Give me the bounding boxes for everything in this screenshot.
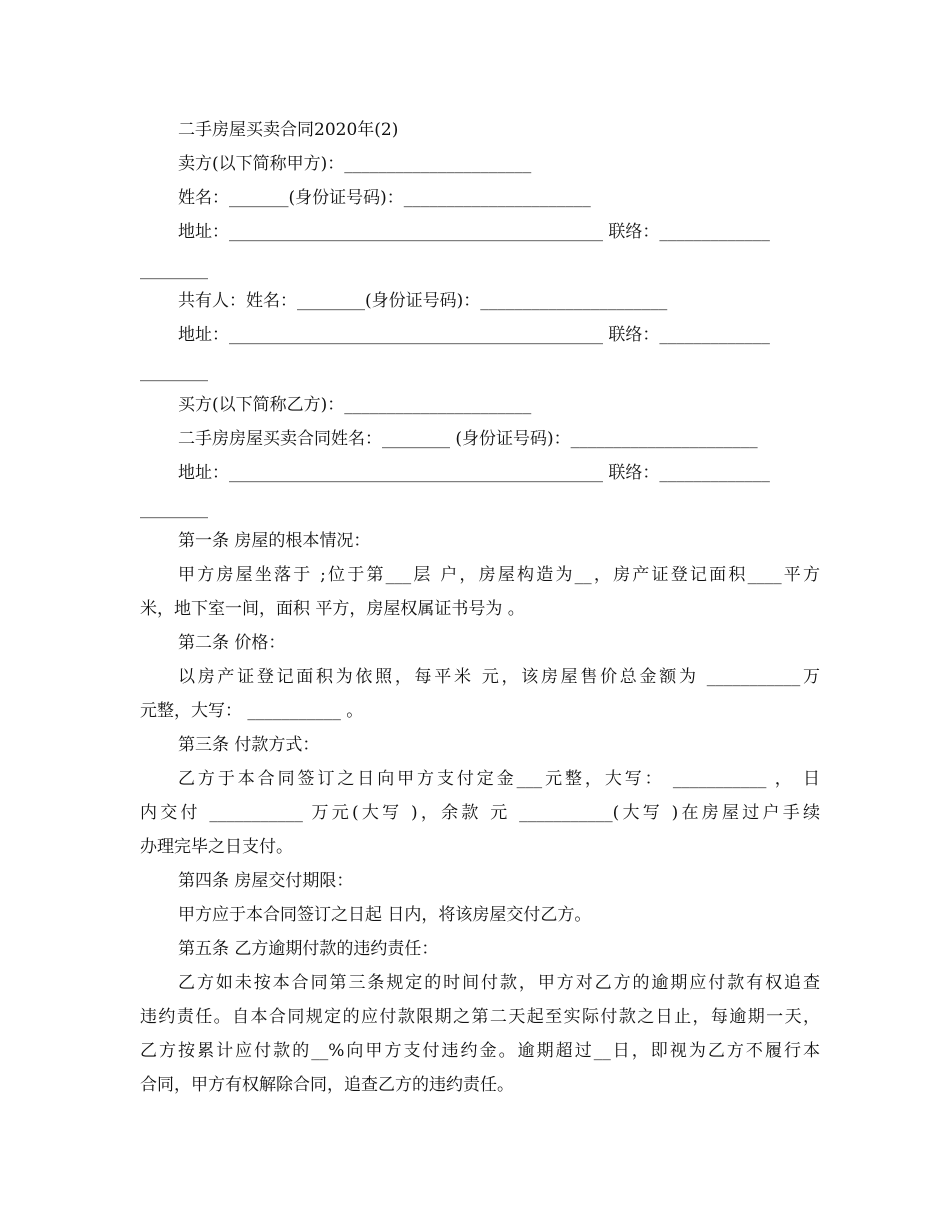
seller-address-line: 地址：____________________________________________ 联络：_____________ — [178, 222, 770, 242]
article-1-text: 米，地下室一间，面积 平方，房屋权属证书号为 。 — [140, 599, 525, 619]
article-5-heading: 第五条 乙方逾期付款的违约责任： — [178, 939, 439, 959]
article-2-text: 以房产证登记面积为依照，每平米 元，该房屋售价总金额为 ___________万 — [178, 667, 820, 687]
article-5-text: 合同，甲方有权解除合同，追查乙方的违约责任。 — [140, 1075, 514, 1095]
co-owner-address-line: 地址：____________________________________________ 联络：_____________ — [178, 325, 770, 345]
buyer-name-line: 二手房房屋买卖合同姓名：________ (身份证号码)：______________________ — [178, 429, 758, 449]
buyer-address-continuation: ________ — [140, 499, 208, 519]
document-title: 二手房屋买卖合同2020年(2) — [178, 120, 399, 140]
article-1-text: 甲方房屋坐落于 ;位于第___层 户，房屋构造为__，房产证登记面积____平方 — [178, 565, 820, 585]
article-4-text: 甲方应于本合同签订之日起 日内，将该房屋交付乙方。 — [178, 905, 592, 925]
article-4-heading: 第四条 房屋交付期限： — [178, 871, 354, 891]
article-1-heading: 第一条 房屋的根本情况： — [178, 531, 371, 551]
article-3-text: 内交付 ___________ 万元(大写 )，余款 元 ___________(大写 )在房屋过户手续 — [140, 803, 820, 823]
article-3-text: 办理完毕之日支付。 — [140, 837, 293, 857]
buyer-line: 买方(以下简称乙方)：______________________ — [178, 395, 532, 415]
article-3-text: 乙方于本合同签订之日向甲方支付定金___元整，大写： ___________ ， 日 — [178, 769, 820, 789]
seller-name-line: 姓名：_______(身份证号码)：______________________ — [178, 188, 591, 208]
seller-address-continuation: ________ — [140, 260, 208, 280]
buyer-address-line: 地址：____________________________________________ 联络：_____________ — [178, 463, 770, 483]
article-2-heading: 第二条 价格： — [178, 633, 286, 653]
article-5-text: 乙方如未按本合同第三条规定的时间付款，甲方对乙方的逾期应付款有权追查 — [178, 973, 820, 993]
co-owner-line: 共有人：姓名：________(身份证号码)：______________________ — [178, 291, 668, 311]
article-5-text: 违约责任。自本合同规定的应付款限期之第二天起至实际付款之日止，每逾期一天， — [140, 1007, 820, 1027]
seller-line: 卖方(以下简称甲方)：______________________ — [178, 154, 532, 174]
article-2-text: 元整，大写： ___________ 。 — [140, 701, 364, 721]
article-3-heading: 第三条 付款方式： — [178, 735, 320, 755]
co-owner-address-continuation: ________ — [140, 362, 208, 382]
article-5-text: 乙方按累计应付款的__%向甲方支付违约金。逾期超过__日，即视为乙方不履行本 — [140, 1041, 820, 1061]
